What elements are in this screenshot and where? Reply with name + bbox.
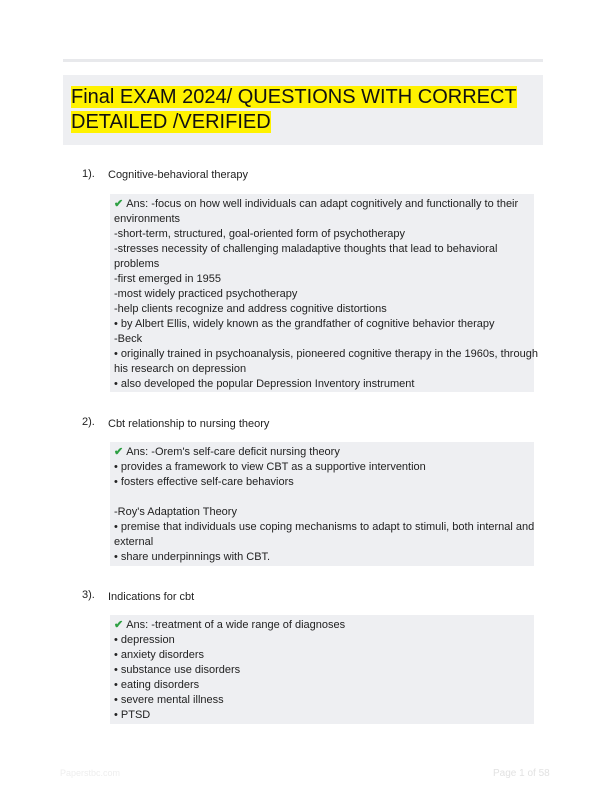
answer-line: • fosters effective self-care behaviors xyxy=(114,476,294,488)
answer-line: -help clients recognize and address cognitive distortions xyxy=(114,303,387,315)
page-number: Page 1 of 58 xyxy=(493,768,550,779)
answer-text: Ans: -Orem's self-care deficit nursing theory xyxy=(126,446,340,458)
answer-line: external xyxy=(114,536,154,548)
answer-line: -Beck xyxy=(114,333,143,345)
top-divider xyxy=(63,59,543,62)
answer-line: • anxiety disorders xyxy=(114,649,205,661)
answer-line: -first emerged in 1955 xyxy=(114,273,221,285)
answer-line: • premise that individuals use coping mechanisms to adapt to stimuli, both internal and xyxy=(114,521,535,533)
answer-line xyxy=(114,197,530,212)
answer-line: • eating disorders xyxy=(114,679,200,691)
answer-line: • by Albert Ellis, widely known as the grandfather of cognitive behavior therapy xyxy=(114,318,495,330)
check-icon: ✔ xyxy=(114,446,124,458)
answer-line: -short-term, structured, goal-oriented form of psychotherapy xyxy=(114,228,406,240)
answer-line: his research on depression xyxy=(114,363,247,375)
answer-text: Ans: -treatment of a wide range of diagnoses xyxy=(126,619,346,631)
answer-box xyxy=(110,194,538,392)
title-box xyxy=(63,75,543,145)
answer-line xyxy=(114,490,530,505)
answer-line: -stresses necessity of challenging maladaptive thoughts that lead to behavioral xyxy=(114,243,498,255)
answer-line: -most widely practiced psychotherapy xyxy=(114,288,298,300)
answer-line: • substance use disorders xyxy=(114,664,241,676)
check-icon: ✔ xyxy=(114,619,124,631)
answer-line: • also developed the popular Depression Inventory instrument xyxy=(114,378,415,390)
answer-line: -Roy's Adaptation Theory xyxy=(114,506,237,518)
question-text: Cbt relationship to nursing theory xyxy=(108,418,270,430)
question-number: 2). xyxy=(82,416,95,428)
question-number: 1). xyxy=(82,168,95,180)
question-text: Cognitive-behavioral therapy xyxy=(108,169,249,181)
answer-line: • originally trained in psychoanalysis, pioneered cognitive therapy in the 1960s, through xyxy=(114,348,538,360)
answer-line: • severe mental illness xyxy=(114,694,224,706)
document-title xyxy=(71,85,535,135)
answer-text: Ans: -focus on how well individuals can adapt cognitively and functionally to their xyxy=(126,198,519,210)
answer-line xyxy=(114,618,530,633)
answer-line: • provides a framework to view CBT as a supportive intervention xyxy=(114,461,426,473)
check-icon: ✔ xyxy=(114,198,124,210)
answer-line xyxy=(114,445,530,460)
answer-line: problems xyxy=(114,258,160,270)
answer-box xyxy=(110,442,534,566)
answer-line: • share underpinnings with CBT. xyxy=(114,551,271,563)
answer-line: environments xyxy=(114,213,181,225)
footer-site: Paperstbc.com xyxy=(60,768,121,778)
question-text: Indications for cbt xyxy=(108,591,195,603)
answer-line: • depression xyxy=(114,634,175,646)
title-highlight: Final EXAM 2024/ QUESTIONS WITH CORRECT DETAILED /VERIFIED xyxy=(71,86,517,133)
question-number: 3). xyxy=(82,589,95,601)
answer-box xyxy=(110,615,534,724)
answer-line: • PTSD xyxy=(114,709,151,721)
